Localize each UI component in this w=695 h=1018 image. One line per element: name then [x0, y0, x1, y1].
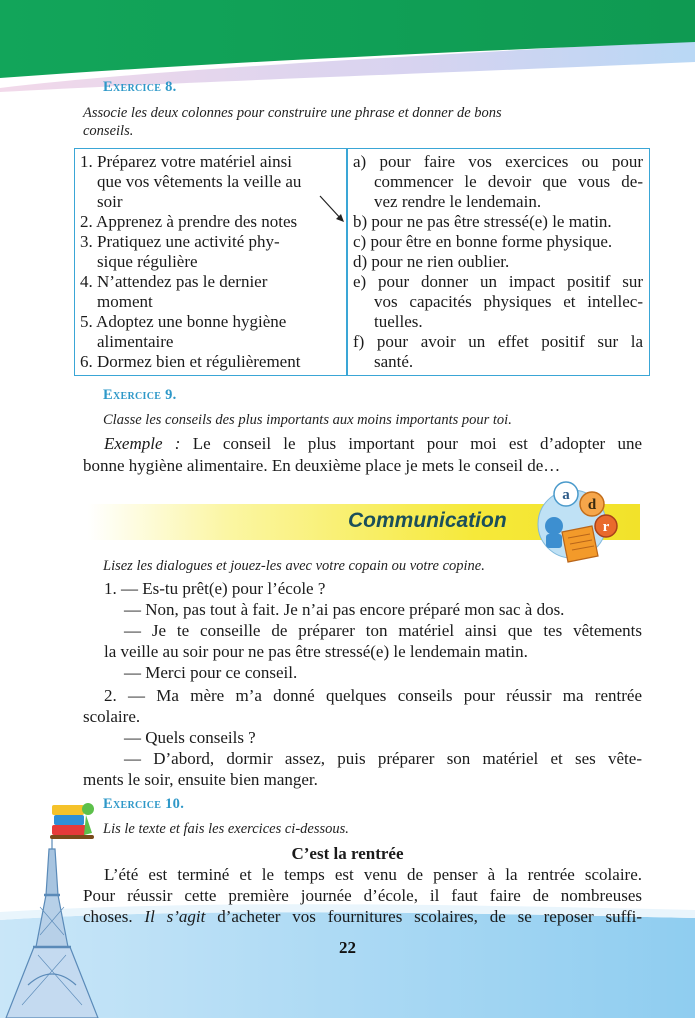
dialogue-line-5-cont: scolaire.: [83, 707, 141, 726]
exercise-8-instruction-line-2: conseils.: [83, 123, 134, 139]
books-icon: [48, 795, 100, 843]
text-line-3-italic: Il s’agit: [144, 907, 206, 926]
right-item-e-cont: vos capacités physiques et intellec-: [374, 292, 643, 311]
left-item-4: 4. N’attendez pas le dernier: [80, 272, 268, 291]
dialogue-line-3-cont: la veille au soir pour ne pas être stressé(e) le lendemain matin.: [104, 642, 528, 661]
communication-instruction: Lisez les dialogues et jouez-les avec votre copain ou votre copine.: [103, 558, 485, 574]
exercise-8-instruction-line-1: Associe les deux colonnes pour construire une phrase et donner de bons: [83, 105, 502, 121]
dialogue-line-5: 2. — Ma mère m’a donné quelques conseils pour réussir ma rentrée: [104, 686, 642, 705]
left-item-1-cont: que vos vêtements la veille au: [97, 172, 302, 191]
dialogue-line-2: — Non, pas tout à fait. Je n’ai pas encore préparé mon sac à dos.: [124, 600, 565, 619]
dialogue-line-7: — D’abord, dormir assez, puis préparer son matériel et ses vête-: [124, 749, 642, 768]
table-divider: [346, 148, 348, 376]
text-line-3-start: choses.: [83, 907, 145, 926]
communication-title: Communication: [348, 509, 507, 532]
left-item-3-cont: sique régulière: [97, 252, 198, 271]
matching-arrow-icon: [318, 194, 348, 228]
text-line-2: Pour réussir cette première journée d’école, il faut faire de nombreuses: [83, 886, 642, 905]
right-item-a-cont: vez rendre le lendemain.: [374, 192, 542, 211]
text-line-3-end: d’acheter vos fournitures scolaires, de se reposer suffi-: [205, 907, 642, 926]
right-item-f-cont: santé.: [374, 352, 414, 371]
left-item-6: 6. Dormez bien et régulièrement: [80, 352, 301, 371]
icon-letter-a: a: [562, 487, 570, 503]
left-item-5: 5. Adoptez une bonne hygiène: [80, 312, 287, 331]
text-line-1: L’été est terminé et le temps est venu de penser à la rentrée scolaire.: [104, 865, 642, 884]
dialogue-line-7-cont: ments le soir, ensuite bien manger.: [83, 770, 318, 789]
exercise-9-title: Exercice 9.: [103, 387, 177, 403]
left-item-5-cont: alimentaire: [97, 332, 174, 351]
dialogue-line-1: 1. — Es-tu prêt(e) pour l’école ?: [104, 579, 326, 598]
right-item-b: b) pour ne pas être stressé(e) le matin.: [353, 212, 612, 231]
icon-letter-d: d: [587, 497, 597, 513]
dialogue-line-4: — Merci pour ce conseil.: [124, 663, 298, 682]
communication-icon: [532, 474, 622, 566]
right-item-e: e) pour donner un impact positif sur: [353, 272, 643, 291]
exercise-8-title: Exercice 8.: [103, 79, 177, 95]
example-label: Exemple :: [104, 434, 181, 453]
right-item-e-cont: tuelles.: [374, 312, 423, 331]
right-item-d: d) pour ne rien oublier.: [353, 252, 510, 271]
left-item-4-cont: moment: [97, 292, 153, 311]
exercise-9-example-line-2: bonne hygiène alimentaire. En deuxième place je mets le conseil de…: [83, 456, 561, 475]
right-item-a: a) pour faire vos exercices ou pour: [353, 152, 643, 171]
text-title: C’est la rentrée: [291, 844, 404, 863]
left-item-3: 3. Pratiquez une activité phy-: [80, 232, 280, 251]
dialogue-line-6: — Quels conseils ?: [124, 728, 256, 747]
right-item-a-cont: commencer le devoir que vous de-: [374, 172, 643, 191]
right-item-c: c) pour être en bonne forme physique.: [353, 232, 613, 251]
dialogue-line-3: — Je te conseille de préparer ton matériel ainsi que tes vêtements: [124, 621, 642, 640]
text-line-3: [83, 906, 642, 927]
left-item-1-cont: soir: [97, 192, 123, 211]
exercise-10-title: Exercice 10.: [103, 796, 185, 812]
left-item-1: 1. Préparez votre matériel ainsi: [80, 152, 292, 171]
exercise-9-instruction: Classe les conseils des plus importants aux moins importants pour toi.: [103, 412, 512, 428]
example-text: Le conseil le plus important pour moi est d’adopter une: [180, 434, 643, 453]
exercise-10-instruction: Lis le texte et fais les exercices ci-dessous.: [103, 821, 349, 837]
page-number: 22: [339, 938, 356, 957]
icon-letter-r: r: [602, 519, 610, 535]
right-item-f: f) pour avoir un effet positif sur la: [353, 332, 643, 351]
exercise-9-example-line-1: [104, 433, 642, 454]
left-item-2: 2. Apprenez à prendre des notes: [80, 212, 298, 231]
